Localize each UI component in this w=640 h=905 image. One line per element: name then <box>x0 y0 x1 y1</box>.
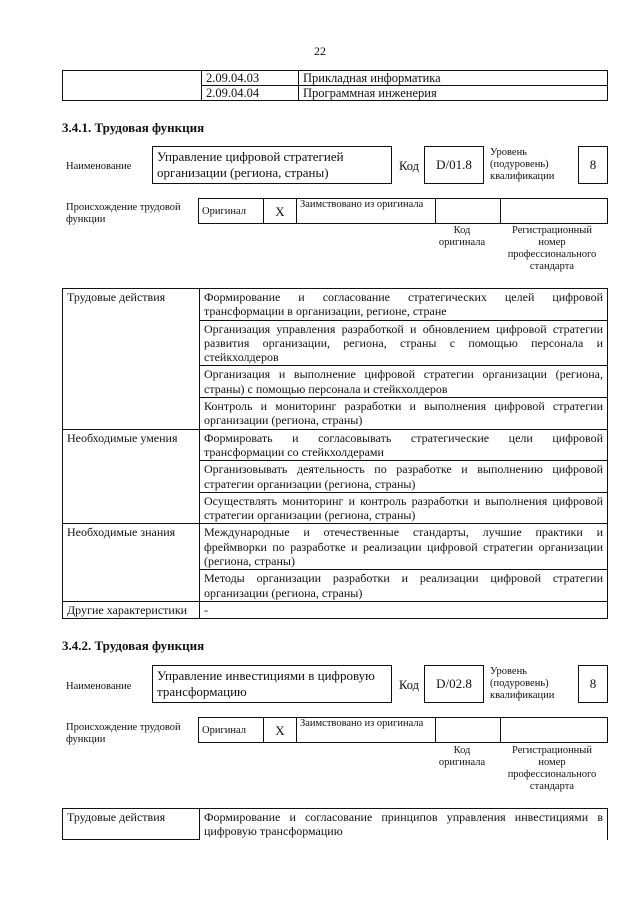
table-row <box>199 718 608 743</box>
table-cell: Осуществлять мониторинг и контроль разработки и выполнения цифровой стратегии организации (региона, страны) <box>200 492 608 524</box>
table-row <box>63 524 608 570</box>
row-head: Трудовые действия <box>63 289 200 430</box>
function-code-box: D/01.8 <box>424 146 484 184</box>
table-cell: Организовывать деятельность по разработке и выполнению цифровой стратегии организации (региона, страны) <box>200 461 608 493</box>
table-row <box>63 86 608 101</box>
table-cell: Контроль и мониторинг разработки и выполнения цифровой стратегии организации (региона, страны) <box>200 398 608 430</box>
row-head: Трудовые действия <box>63 809 200 840</box>
code-label: Код <box>399 159 419 173</box>
page-number: 22 <box>314 44 326 58</box>
original-label: Оригинал <box>199 199 264 224</box>
function-name-box: Управление инвестициями в цифровую трансформацию <box>152 665 392 703</box>
table-cell: Организация и выполнение цифровой стратегии организации (региона, страны) с помощью персонала и стейкхолдеров <box>200 366 608 398</box>
level-box: 8 <box>578 665 608 703</box>
original-mark: X <box>264 718 297 743</box>
row-head: Необходимые знания <box>63 524 200 601</box>
table-cell: - <box>200 601 608 618</box>
function-code-box: D/02.8 <box>424 665 484 703</box>
code-label: Код <box>399 678 419 692</box>
function-details-table-341 <box>62 288 608 619</box>
section-title-341: 3.4.1. Трудовая функция <box>62 120 205 135</box>
level-label: Уровень (подуровень) квалификации <box>490 666 555 701</box>
reg-number-label: Регистрационный номер профессионального стандарта <box>507 745 597 792</box>
row-head: Необходимые умения <box>63 429 200 524</box>
specialty-table <box>62 70 608 101</box>
level-box: 8 <box>578 146 608 184</box>
origin-code-label: Код оригинала <box>438 225 486 248</box>
origin-table <box>198 198 608 224</box>
original-label: Оригинал <box>199 718 264 743</box>
table-row <box>63 71 608 86</box>
table-cell: Формирование и согласование стратегических целей цифровой трансформации в организации, регионе, стране <box>200 289 608 321</box>
table-row <box>63 809 608 840</box>
specialty-code: 2.09.04.03 <box>202 71 299 86</box>
table-row <box>63 289 608 321</box>
origin-code-label: Код оригинала <box>438 745 486 768</box>
table-cell: Организация управления разработкой и обновлением цифровой стратегии развития организации, региона, страны с помощью персонала и стейкхолдеров <box>200 320 608 366</box>
level-label: Уровень (подуровень) квалификации <box>490 147 555 182</box>
row-head: Другие характеристики <box>63 601 200 618</box>
original-mark: X <box>264 199 297 224</box>
function-details-table-342 <box>62 808 608 840</box>
table-row <box>199 199 608 224</box>
table-cell: Формировать и согласовывать стратегические цели цифровой трансформации со стейкхолдерами <box>200 429 608 461</box>
function-name-box: Управление цифровой стратегией организации (региона, страны) <box>152 146 392 184</box>
table-row <box>63 601 608 618</box>
borrowed-label: Заимствовано из оригинала <box>297 718 436 743</box>
table-cell: Международные и отечественные стандарты, лучшие практики и фреймворки по разработке и реализации цифровой стратегии организации (региона, страны) <box>200 524 608 570</box>
specialty-name: Программная инженерия <box>299 86 608 101</box>
specialty-code: 2.09.04.04 <box>202 86 299 101</box>
specialty-name: Прикладная информатика <box>299 71 608 86</box>
reg-number-label: Регистрационный номер профессионального стандарта <box>507 225 597 272</box>
table-cell: Формирование и согласование принципов управления инвестициями в цифровую трансформацию <box>200 809 608 840</box>
origin-label: Происхождение трудовой функции <box>66 722 181 745</box>
origin-table <box>198 717 608 743</box>
table-row <box>63 429 608 461</box>
borrowed-label: Заимствовано из оригинала <box>297 199 436 224</box>
name-label: Наименование <box>66 681 132 692</box>
name-label: Наименование <box>66 161 132 172</box>
table-cell: Методы организации разработки и реализации цифровой стратегии организации (региона, страны) <box>200 570 608 602</box>
section-title-342: 3.4.2. Трудовая функция <box>62 638 205 653</box>
origin-label: Происхождение трудовой функции <box>66 202 181 225</box>
